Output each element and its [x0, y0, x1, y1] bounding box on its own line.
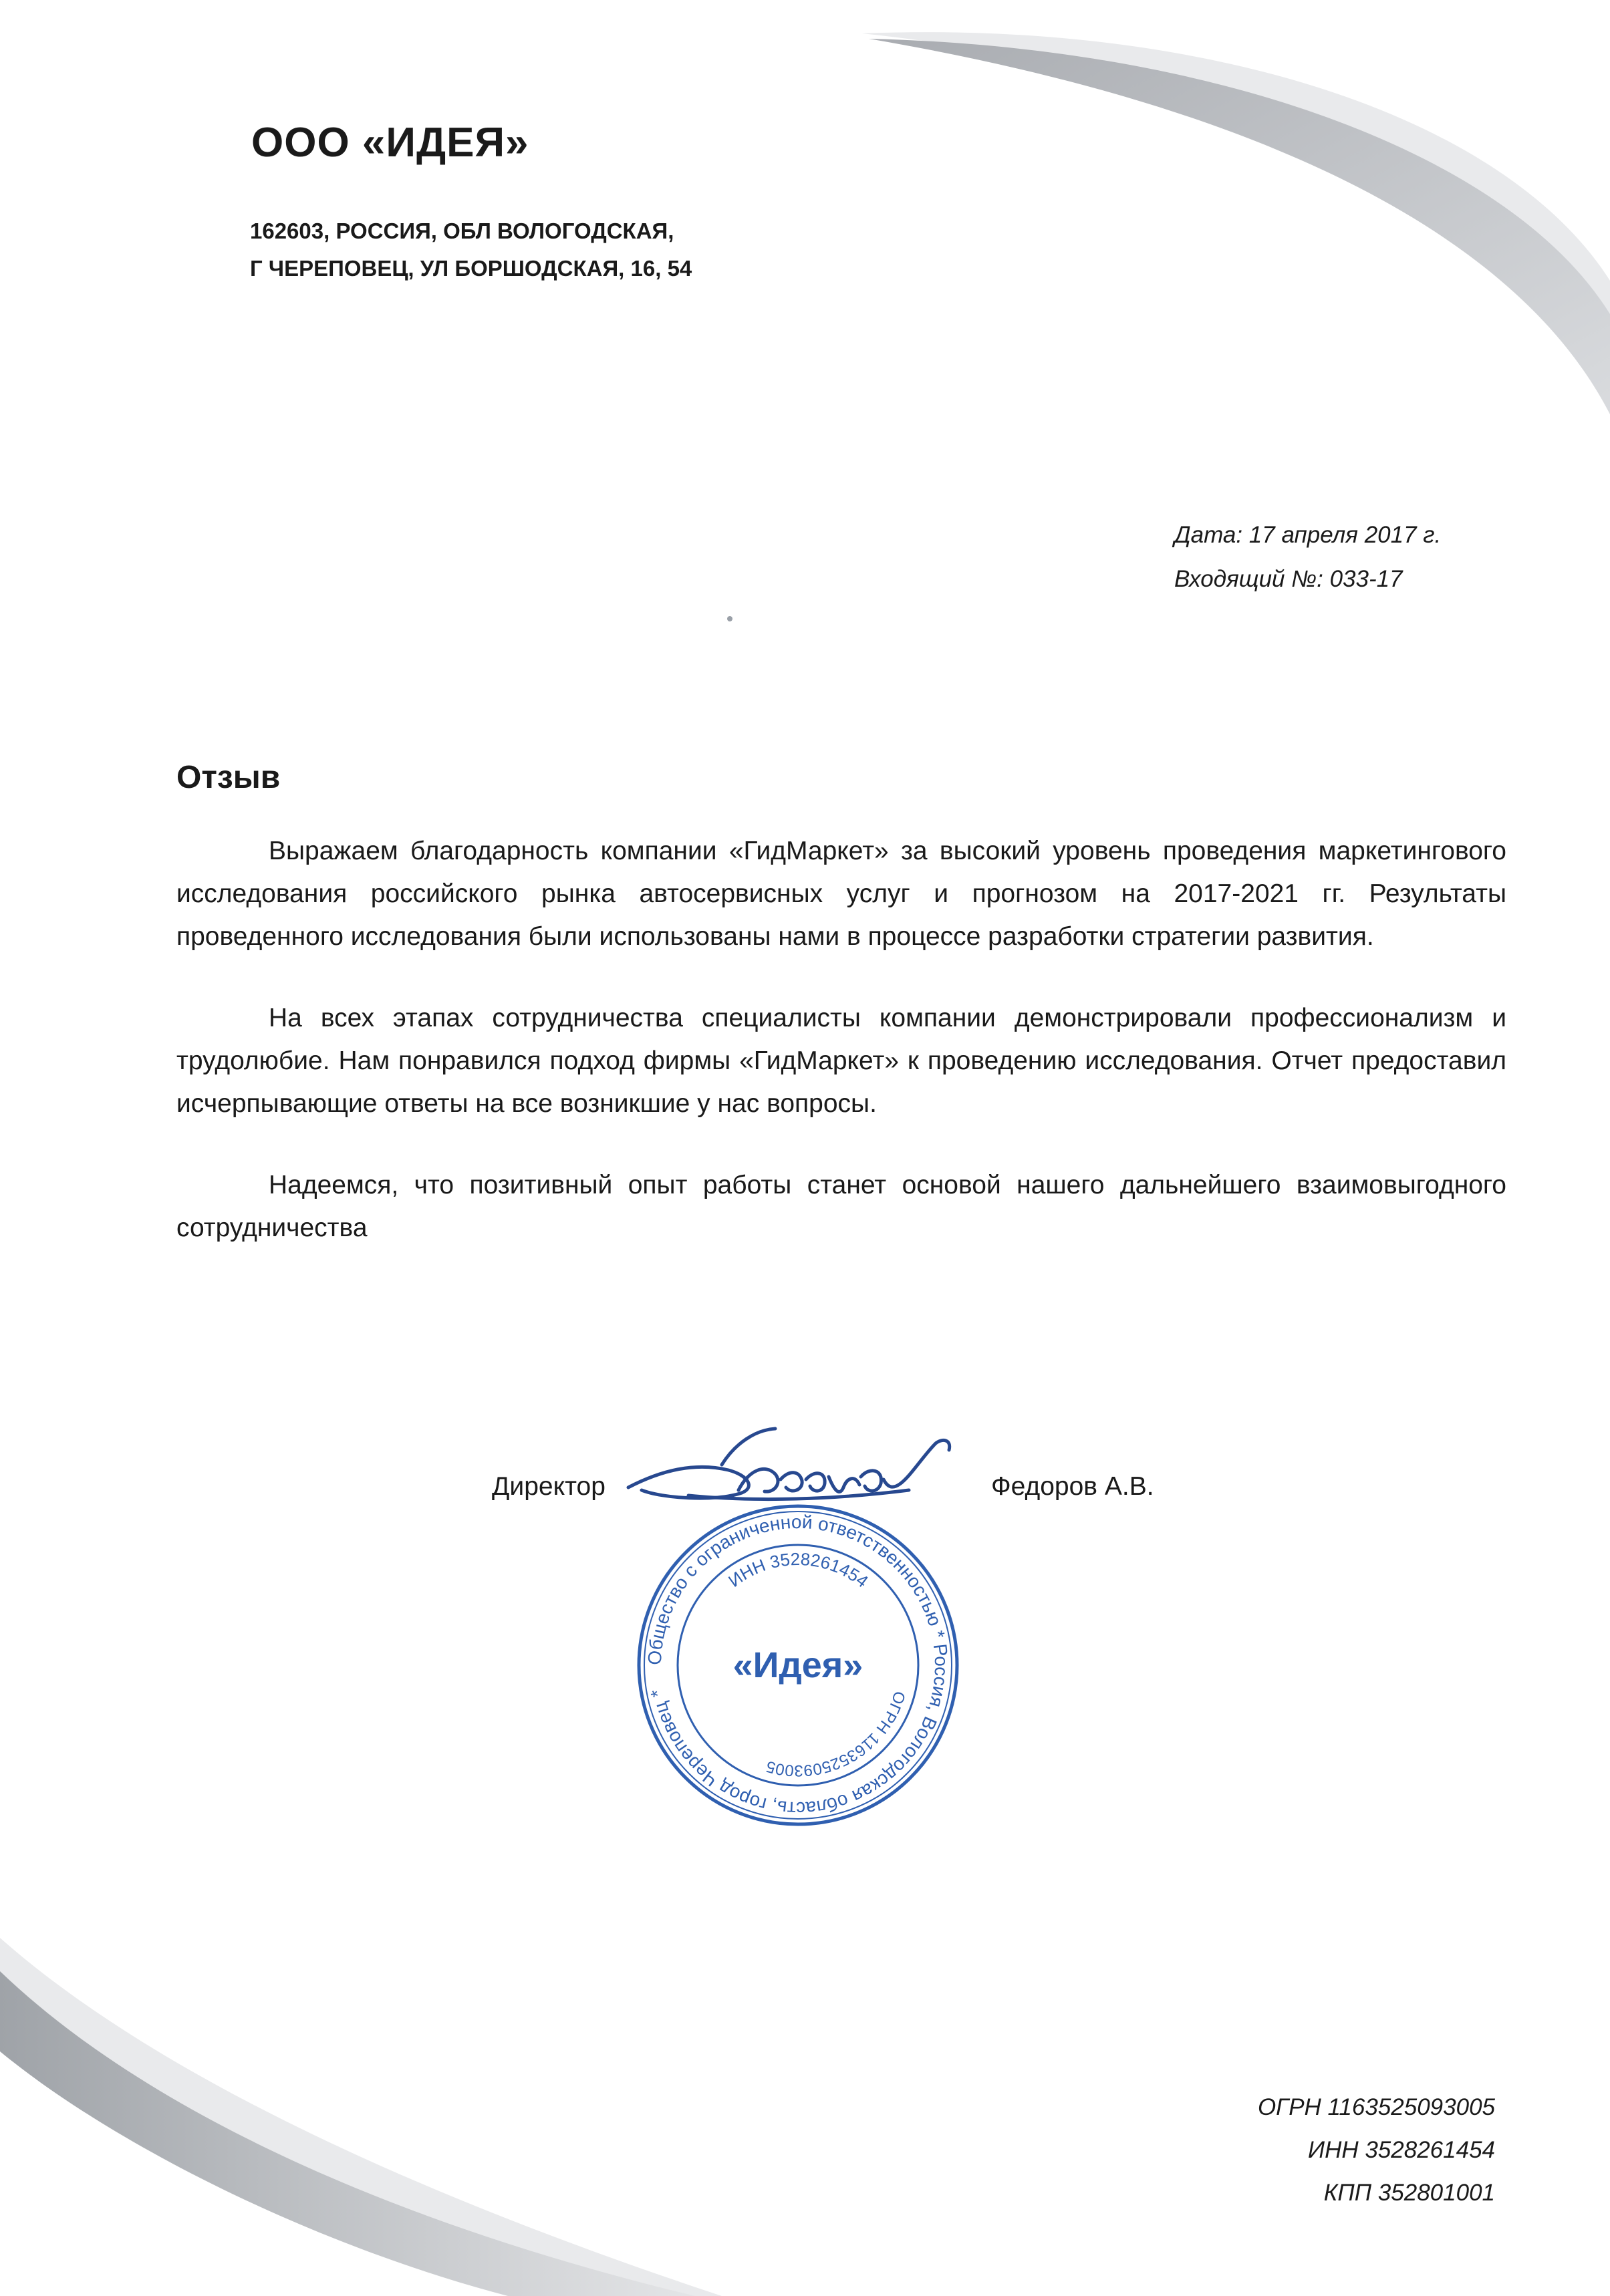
document-title: Отзыв	[176, 760, 281, 795]
stamp-outer-text: Общество с ограниченной ответственностью * Россия, Вологодская область, город Череповец *	[644, 1511, 952, 1820]
body-paragraph: На всех этапах сотрудничества специалисты компании демонстрировали профессионализм и трудолюбие. Нам понравился подход фирмы «ГидМаркет» к проведению исследования. Отчет предоставил исчерпывающие ответы на все возникшие у нас вопросы.	[176, 1004, 1506, 1118]
address-line: 162603, РОССИЯ, ОБЛ ВОЛОГОДСКАЯ,	[250, 219, 674, 243]
top-swoosh-dark	[869, 39, 1610, 414]
company-name: ООО «ИДЕЯ»	[251, 120, 529, 166]
signatory-role: Директор	[492, 1472, 606, 1501]
address-line: Г ЧЕРЕПОВЕЦ, УЛ БОРШОДСКАЯ, 16, 54	[250, 256, 692, 281]
stamp-inn: ИНН 3528261454	[724, 1548, 872, 1592]
top-swoosh-light	[862, 32, 1610, 347]
company-requisites	[1258, 2086, 1495, 2214]
company-address	[250, 212, 692, 287]
speck	[727, 616, 732, 621]
footer-inn: ИНН 3528261454	[1308, 2137, 1495, 2163]
letter-meta	[1174, 513, 1441, 601]
letter-date: Дата: 17 апреля 2017 г.	[1174, 522, 1442, 548]
footer-kpp: КПП 352801001	[1323, 2180, 1495, 2206]
incoming-number: Входящий №: 033-17	[1174, 566, 1403, 592]
body-paragraph: Выражаем благодарность компании «ГидМаркет» за высокий уровень проведения маркетингового исследования российского рынка автосервисных услуг и прогнозом на 2017-2021 гг. Результаты проведенного исследования были использованы нами в процессе разработки стратегии развития.	[176, 837, 1506, 951]
stamp-center-text: «Идея»	[732, 1645, 863, 1685]
body-paragraph: Надеемся, что позитивный опыт работы станет основой нашего дальнейшего взаимовыгодного сотрудничества	[176, 1171, 1506, 1242]
letter-body	[176, 830, 1506, 1288]
footer-ogrn: ОГРН 1163525093005	[1257, 2094, 1495, 2120]
signatory-name: Федоров А.В.	[991, 1472, 1154, 1501]
company-stamp	[631, 1498, 965, 1832]
stamp-ogrn: ОГРН 1163525093005	[764, 1689, 909, 1780]
